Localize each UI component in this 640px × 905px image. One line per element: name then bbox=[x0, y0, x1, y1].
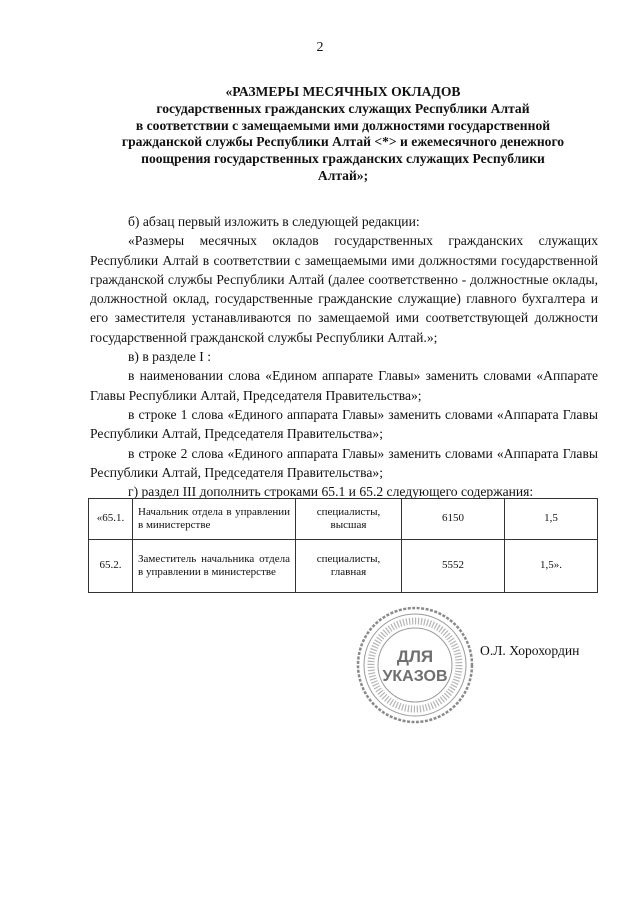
position-cell: Заместитель начальника отдела в управлении в министерстве bbox=[133, 540, 296, 593]
paragraph: в наименовании слова «Едином аппарате Главы» заменить словами «Аппарате Главы Республики Алтай, Председателя Правительства»; bbox=[90, 368, 598, 403]
title-line: поощрения государственных гражданских служащих Республики bbox=[141, 151, 545, 167]
title-line: «РАЗМЕРЫ МЕСЯЧНЫХ ОКЛАДОВ bbox=[225, 84, 461, 99]
position-cell: Начальник отдела в управлении в министерстве bbox=[133, 499, 296, 540]
paragraph: б) абзац первый изложить в следующей редакции: bbox=[128, 214, 420, 229]
official-stamp bbox=[355, 605, 475, 725]
row-number-cell: «65.1. bbox=[89, 499, 133, 540]
title-line: государственных гражданских служащих Республики Алтай bbox=[156, 100, 530, 116]
salary-table bbox=[88, 498, 598, 593]
coefficient-cell: 1,5». bbox=[505, 540, 598, 593]
title-line: Алтай»; bbox=[317, 167, 369, 183]
paragraph: г) раздел III дополнить строками 65.1 и 65.2 следующего содержания: bbox=[128, 484, 534, 500]
row-number-cell: 65.2. bbox=[89, 540, 133, 593]
paragraph: в строке 1 слова «Единого аппарата Главы» заменить словами «Аппарата Главы Республики Алтай, Председателя Правительства»; bbox=[90, 406, 598, 442]
salary-cell: 5552 bbox=[402, 540, 505, 593]
table-row bbox=[89, 540, 598, 593]
title-line: гражданской службы Республики Алтай <*> и ежемесячного денежного bbox=[121, 134, 565, 150]
document-body bbox=[90, 212, 598, 501]
paragraph: в строке 2 слова «Единого аппарата Главы» заменить словами «Аппарата Главы Республики Алтай, Председателя Правительства»; bbox=[90, 445, 598, 480]
salary-cell: 6150 bbox=[402, 499, 505, 540]
title-line: в соответствии с замещаемыми ими должностями государственной bbox=[135, 117, 551, 133]
stamp-line-1: ДЛЯ bbox=[396, 647, 434, 666]
stamp-line-2: УКАЗОВ bbox=[382, 668, 448, 685]
signature-name: О.Л. Хорохордин bbox=[480, 643, 580, 658]
table-row bbox=[89, 499, 598, 540]
paragraph: в) в разделе I : bbox=[128, 349, 211, 365]
document-title bbox=[88, 84, 598, 185]
coefficient-cell: 1,5 bbox=[505, 499, 598, 540]
page-number: 2 bbox=[316, 40, 324, 55]
category-cell: специалисты, главная bbox=[296, 540, 402, 593]
category-cell: специалисты, высшая bbox=[296, 499, 402, 540]
paragraph: «Размеры месячных окладов государственных гражданских служащих Республики Алтай в соответствии с замещаемыми ими должностями государственной гражданской службы Республики Алтай (далее соответственно - должностные оклады, должностной оклад, государственные гражданские служащие) главного бухгалтера и его заместителя устанавливаются по замещаемой ими соответствующей должности государственной гражданской службы Республики Алтай.»; bbox=[90, 233, 598, 345]
